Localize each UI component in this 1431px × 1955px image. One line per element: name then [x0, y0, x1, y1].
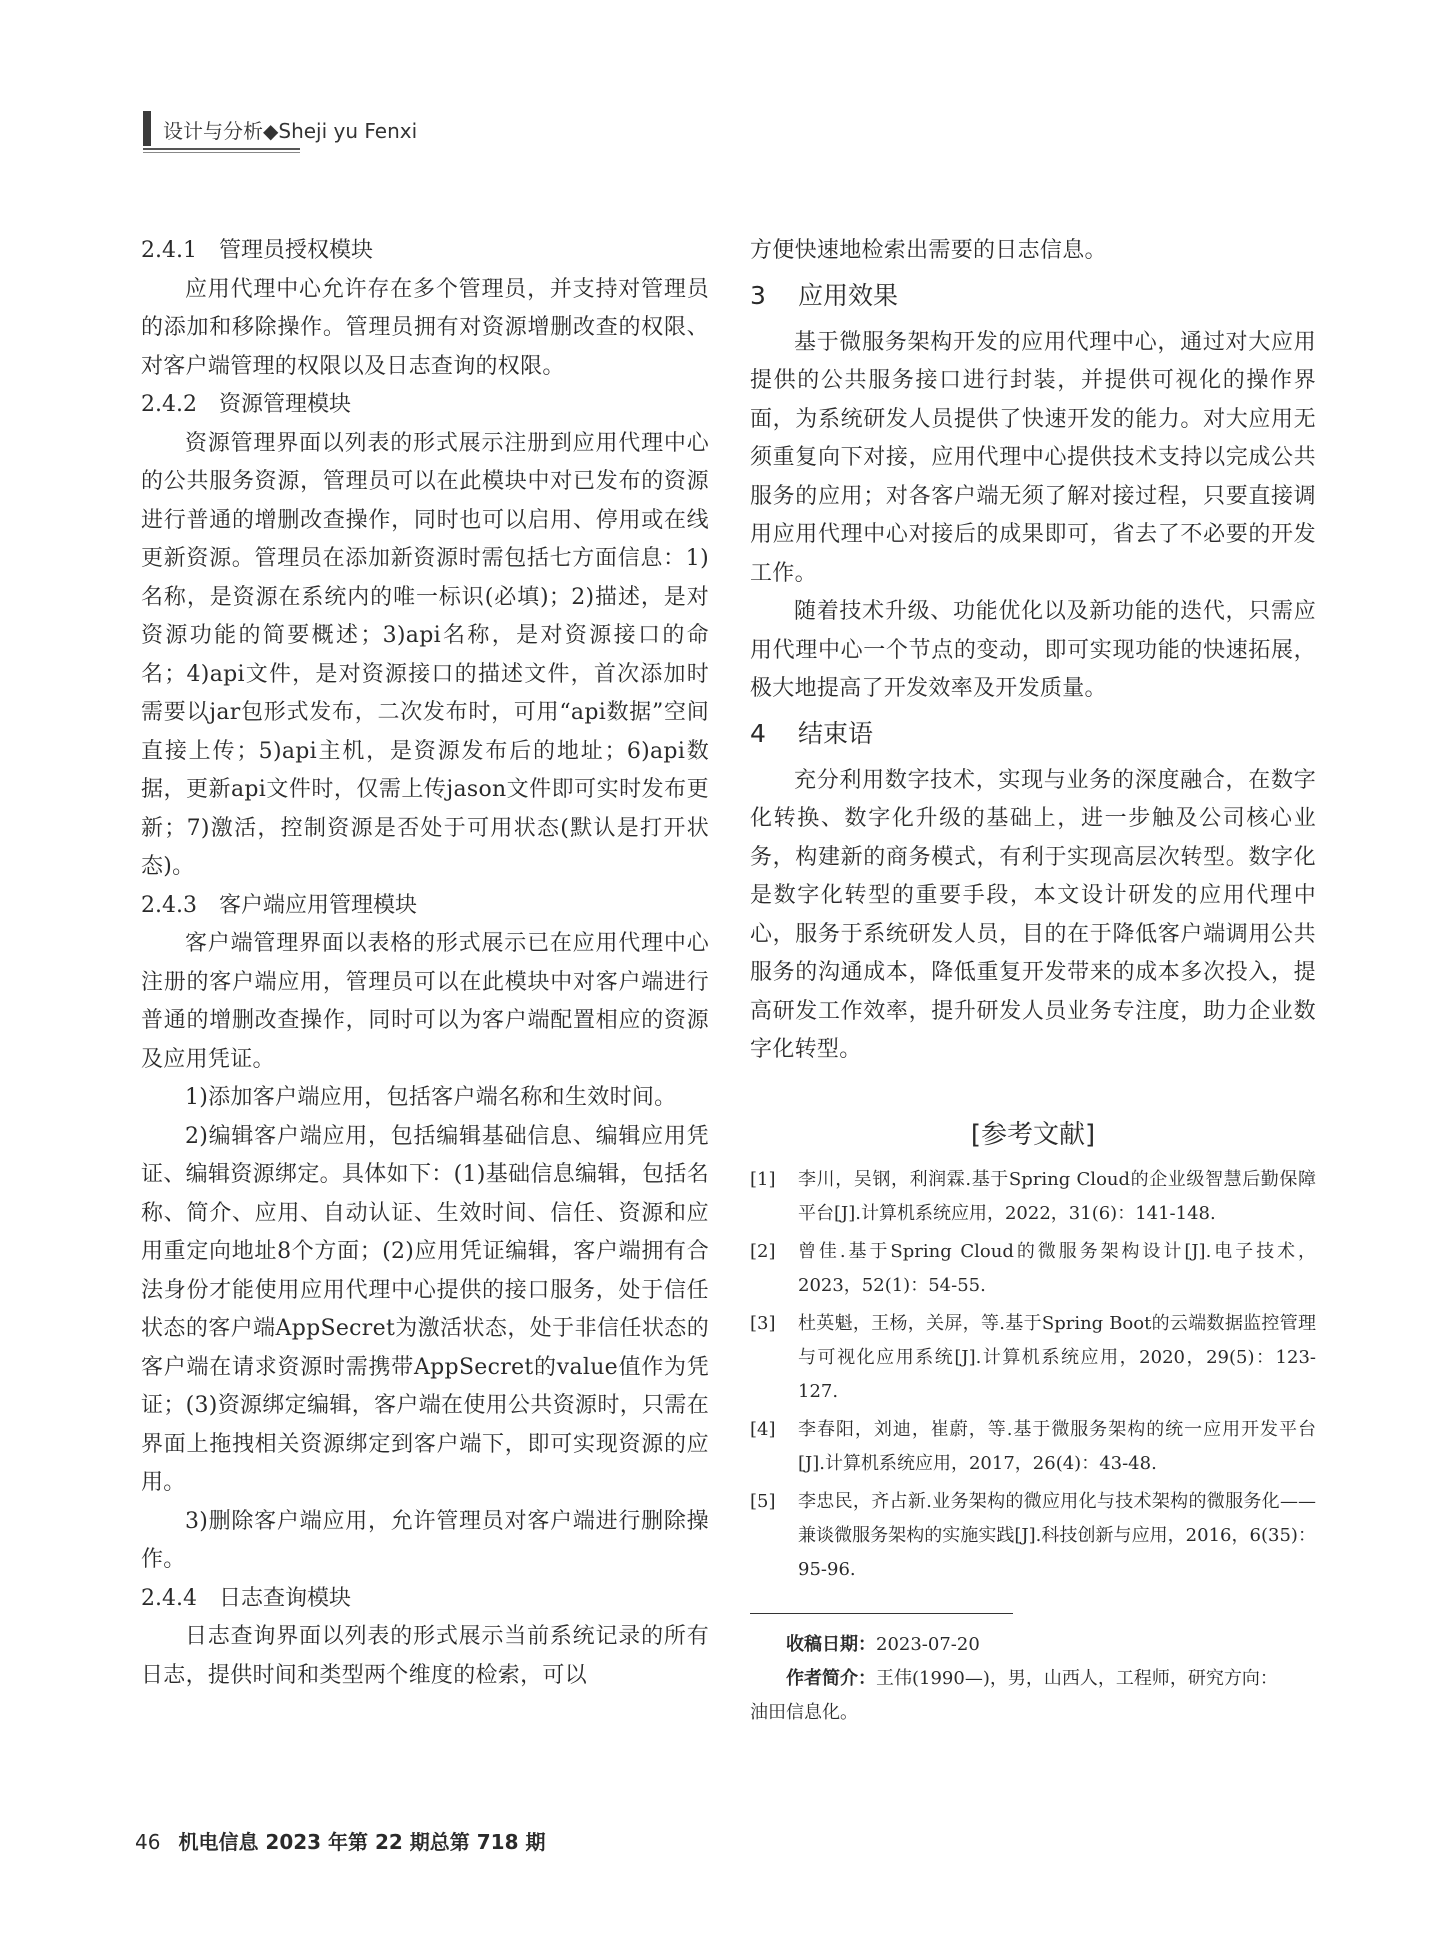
journal-info: 机电信息 2023 年第 22 期总第 718 期 — [178, 1830, 546, 1854]
received-date-note — [750, 1628, 1316, 1662]
paragraph: 充分利用数字技术，实现与业务的深度融合，在数字化转换、数字化升级的基础上，进一步触及公司核心业务，构建新的商务模式，有利于实现高层次转型。数字化是数字化转型的重要手段，本文设计研发的应用代理中心，服务于系统研发人员，目的在于降低客户端调用公共服务的沟通成本，降低重复开发带来的成本多次投入，提高研发工作效率，提升研发人员业务专注度，助力企业数字化转型。 — [750, 767, 1316, 1062]
received-date-label: 收稿日期： — [786, 1633, 876, 1655]
section-number: 4 — [750, 718, 766, 748]
paragraph: 日志查询界面以列表的形式展示当前系统记录的所有日志，提供时间和类型两个维度的检索，可以 — [141, 1624, 709, 1688]
paragraph: 随着技术升级、功能优化以及新功能的迭代，只需应用代理中心一个节点的变动，即可实现功能的快速拓展，极大地提高了开发效率及开发质量。 — [750, 599, 1316, 701]
subsection-title: 日志查询模块 — [219, 1585, 352, 1611]
section-title: 应用效果 — [798, 280, 899, 310]
subsection-heading — [141, 386, 709, 425]
reference-item — [750, 1163, 1316, 1231]
header-marker-bar — [143, 111, 151, 146]
paragraph: 客户端管理界面以表格的形式展示已在应用代理中心注册的客户端应用，管理员可以在此模块中对客户端进行普通的增删改查操作，同时可以为客户端配置相应的资源及应用凭证。 — [141, 931, 709, 1072]
subsection-title: 管理员授权模块 — [219, 238, 374, 263]
references-title: [参考文献] — [970, 1119, 1096, 1150]
author-label: 作者简介： — [786, 1667, 876, 1689]
subsection-title: 客户端应用管理模块 — [219, 892, 418, 918]
section-number: 3 — [750, 280, 766, 310]
paragraph: 基于微服务架构开发的应用代理中心，通过对大应用提供的公共服务接口进行封装，并提供可视化的操作界面，为系统研发人员提供了快速开发的能力。对大应用无须重复向下对接，应用代理中心提供技术支持以完成公共服务的应用；对各客户端无须了解对接过程，只要直接调用应用代理中心对接后的成果即可，省去了不必要的开发工作。 — [750, 329, 1316, 586]
left-column — [141, 232, 709, 1695]
reference-number: [2] — [750, 1240, 776, 1262]
reference-number: [4] — [750, 1418, 776, 1440]
page-footer — [135, 1826, 545, 1855]
author-note — [750, 1662, 1316, 1696]
reference-number: [5] — [750, 1490, 776, 1512]
subsection-number: 2.4.2 — [141, 392, 197, 417]
author-value: 王伟(1990—)，男，山西人，工程师，研究方向： — [876, 1667, 1278, 1689]
paragraph: 资源管理界面以列表的形式展示注册到应用代理中心的公共服务资源，管理员可以在此模块中对已发布的资源进行普通的增删改查操作，同时也可以启用、停用或在线更新资源。管理员在添加新资源时需包括七方面信息：1)名称，是资源在系统内的唯一标识(必填)；2)描述，是对资源功能的简要概述；3)api名称，是对资源接口的命名；4)api文件，是对资源接口的描述文件，首次添加时需要以jar包形式发布，二次发布时，可用“api数据”空间直接上传；5)api主机，是资源发布后的地址；6)api数据，更新api文件时，仅需上传jason文件即可实时发布更新；7)激活，控制资源是否处于可用状态(默认是打开状态)。 — [141, 430, 709, 879]
header-text: 设计与分析◆Sheji yu Fenxi — [163, 119, 418, 143]
subsection-number: 2.4.1 — [141, 238, 197, 263]
subsection-number: 2.4.3 — [141, 892, 197, 918]
subsection-heading — [141, 232, 709, 271]
paragraph: 1)添加客户端应用，包括客户端名称和生效时间。 — [185, 1085, 677, 1110]
paragraph: 2)编辑客户端应用，包括编辑基础信息、编辑应用凭证、编辑资源绑定。具体如下：(1)基础信息编辑，包括名称、简介、应用、自动认证、生效时间、信任、资源和应用重定向地址8个方面；(2)应用凭证编辑，客户端拥有合法身份才能使用应用代理中心提供的接口服务，处于信任状态的客户端AppSecret为激活状态，处于非信任状态的客户端在请求资源时需携带AppSecret的value值作为凭证；(3)资源绑定编辑，客户端在使用公共资源时，只需在界面上拖拽相关资源绑定到客户端下，即可实现资源的应用。 — [141, 1123, 709, 1495]
subsection-number: 2.4.4 — [141, 1585, 197, 1611]
reference-item — [750, 1307, 1316, 1409]
paragraph-continuation: 方便快速地检索出需要的日志信息。 — [750, 238, 1107, 263]
section-heading-3 — [750, 281, 1316, 311]
right-column — [750, 232, 1316, 1730]
reference-text: 李川，吴钢，利润霖.基于Spring Cloud的企业级智慧后勤保障平台[J].计算机系统应用，2022，31(6)：141-148. — [798, 1168, 1316, 1224]
running-header — [143, 111, 418, 151]
footnote-rule — [750, 1613, 1013, 1614]
reference-item — [750, 1413, 1316, 1481]
author-note-continuation: 油田信息化。 — [750, 1701, 858, 1723]
subsection-heading — [141, 887, 709, 926]
header-rule-thin — [143, 152, 300, 153]
subsection-heading — [141, 1580, 709, 1619]
section-heading-4 — [750, 719, 1316, 749]
reference-text: 杜英魁，王杨，关屏，等.基于Spring Boot的云端数据监控管理与可视化应用系统[J].计算机系统应用，2020，29(5)：123-127. — [798, 1312, 1316, 1402]
reference-item — [750, 1485, 1316, 1587]
page-number: 46 — [135, 1830, 161, 1854]
reference-number: [1] — [750, 1168, 776, 1190]
reference-text: 李春阳，刘迪，崔蔚，等.基于微服务架构的统一应用开发平台[J].计算机系统应用，2017，26(4)：43-48. — [798, 1418, 1316, 1474]
reference-text: 李忠民，齐占新.业务架构的微应用化与技术架构的微服务化——兼谈微服务架构的实施实践[J].科技创新与应用，2016，6(35)：95-96. — [798, 1490, 1316, 1580]
reference-number: [3] — [750, 1312, 776, 1334]
paragraph: 应用代理中心允许存在多个管理员，并支持对管理员的添加和移除操作。管理员拥有对资源增删改查的权限、对客户端管理的权限以及日志查询的权限。 — [141, 276, 709, 379]
section-title: 结束语 — [798, 718, 874, 748]
reference-text: 曾佳.基于Spring Cloud的微服务架构设计[J].电子技术，2023，52(1)：54-55. — [798, 1240, 1316, 1296]
reference-item — [750, 1235, 1316, 1303]
paragraph: 3)删除客户端应用，允许管理员对客户端进行删除操作。 — [141, 1508, 709, 1572]
subsection-title: 资源管理模块 — [219, 392, 352, 417]
received-date-value: 2023-07-20 — [876, 1633, 980, 1655]
header-rule — [143, 148, 300, 150]
